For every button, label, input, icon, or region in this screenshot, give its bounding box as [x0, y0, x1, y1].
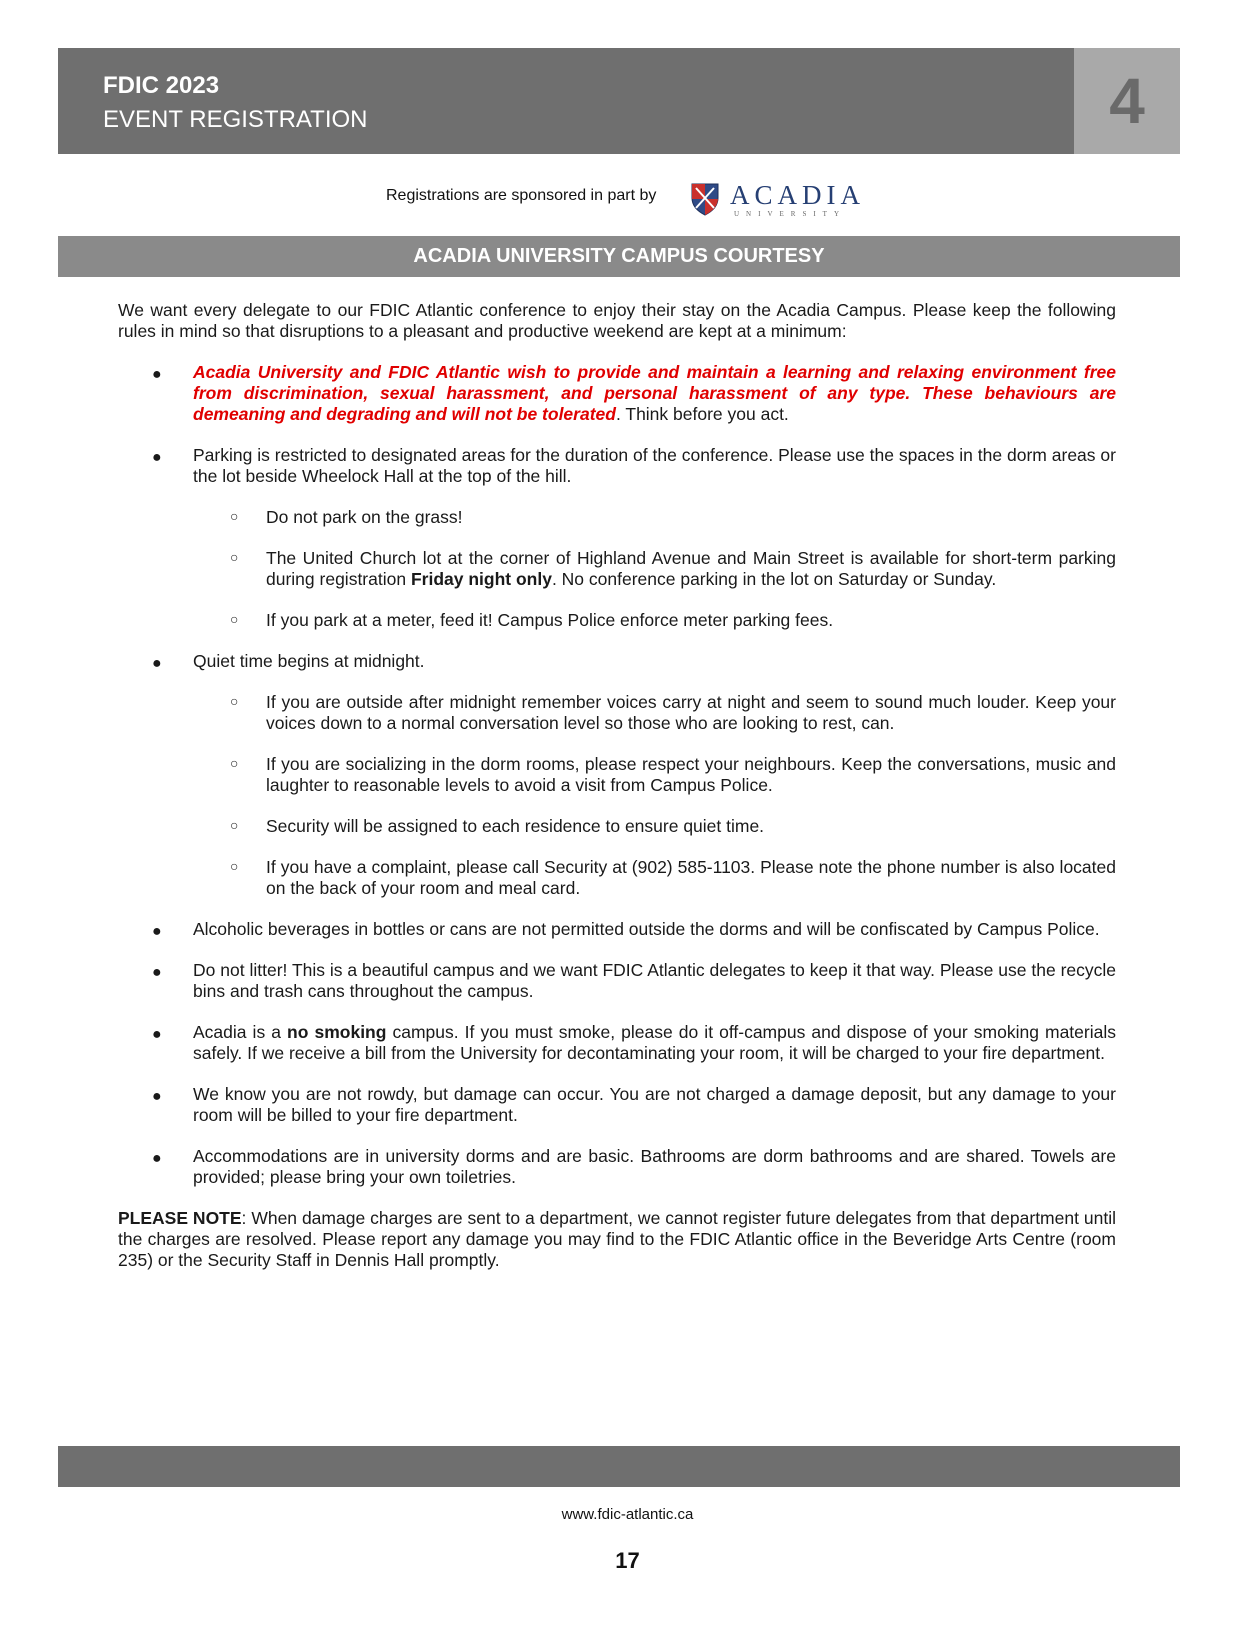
list-item: [118, 1084, 1116, 1126]
rule-text: Alcoholic beverages in bottles or cans are not permitted outside the dorms and will be confiscated by Campus Police.: [193, 919, 1100, 939]
circle-bullet-icon: ○: [230, 549, 239, 565]
bullet-icon: ●: [152, 1088, 162, 1105]
bullet-icon: ●: [152, 1026, 162, 1043]
bullet-icon: ●: [152, 366, 162, 383]
note-label: PLEASE NOTE: [118, 1208, 242, 1228]
header-title: FDIC 2023: [103, 72, 220, 99]
circle-bullet-icon: ○: [230, 817, 239, 833]
sub-rule-text: The United Church lot at the corner of Highland Avenue and Main Street is available for short-term parking during registration: [266, 548, 1116, 589]
emphasis-text: Friday night only: [410, 569, 552, 589]
rule-text: campus. If you must smoke, please do it off-campus and dispose of your smoking materials safely. If we receive a bill from the University for decontaminating your room, it will be charged to your fire department.: [193, 1022, 1116, 1063]
sub-rule-text: Security will be assigned to each residence to ensure quiet time.: [266, 816, 765, 836]
section-title: ACADIA UNIVERSITY CAMPUS COURTESY: [58, 236, 1180, 277]
bullet-icon: ●: [152, 655, 162, 672]
rules-list: [118, 362, 1116, 1188]
circle-bullet-icon: ○: [230, 508, 239, 524]
sub-rule-text: . No conference parking in the lot on Saturday or Sunday.: [551, 569, 997, 589]
list-item: [118, 1022, 1116, 1064]
header-bar: [58, 48, 1074, 154]
sponsor-text: Registrations are sponsored in part by: [386, 187, 657, 204]
circle-bullet-icon: ○: [230, 611, 239, 627]
rule-text: Do not litter! This is a beautiful campus and we want FDIC Atlantic delegates to keep it that way. Please use the recycle bins and trash cans throughout the campus.: [193, 960, 1116, 1001]
emphasis-text: no smoking: [287, 1022, 387, 1042]
logo-wordmark: ACADIA: [730, 180, 865, 210]
courtesy-content: [118, 300, 1116, 1271]
sub-list-item: [118, 610, 1116, 631]
logo-subtext: UNIVERSITY: [734, 210, 846, 218]
rule-text: . Think before you act.: [615, 404, 789, 424]
sub-rule-text: If you have a complaint, please call Security at (902) 585-1103. Please note the phone number is also located on the back of your room and meal card.: [266, 857, 1116, 898]
rule-text: Parking is restricted to designated areas for the duration of the conference. Please use the spaces in the dorm areas or the lot beside Wheelock Hall at the top of the hill.: [193, 445, 1116, 486]
sub-list-item: [118, 692, 1116, 734]
sub-list-item: [118, 816, 1116, 837]
sub-rule-text: If you are socializing in the dorm rooms, please respect your neighbours. Keep the conversations, music and laughter to reasonable levels to avoid a visit from Campus Police.: [266, 754, 1116, 795]
rule-text: Quiet time begins at midnight.: [193, 651, 425, 671]
circle-bullet-icon: ○: [230, 755, 239, 771]
footer-url: www.fdic-atlantic.ca: [561, 1506, 694, 1523]
circle-bullet-icon: ○: [230, 858, 239, 874]
rule-text: Acadia is a: [193, 1022, 288, 1042]
sponsor-line: [0, 178, 1255, 226]
list-item: [118, 1146, 1116, 1188]
rule-text: We know you are not rowdy, but damage can occur. You are not charged a damage deposit, but any damage to your room will be billed to your fire department.: [193, 1084, 1116, 1125]
note-text: : When damage charges are sent to a department, we cannot register future delegates from that department until the charges are resolved. Please report any damage you may find to the FDIC Atlantic office in the Beveridge Arts Centre (room 235) or the Security Staff in Dennis Hall promptly.: [118, 1208, 1116, 1270]
bullet-icon: ●: [152, 964, 162, 981]
sub-rule-text: If you park at a meter, feed it! Campus Police enforce meter parking fees.: [266, 610, 834, 630]
sub-rule-text: If you are outside after midnight remember voices carry at night and seem to sound much louder. Keep your voices down to a normal conversation level so those who are looking to rest, can.: [266, 692, 1116, 733]
sub-list: [193, 692, 1116, 899]
list-item: [118, 651, 1116, 899]
sub-rule-text: Do not park on the grass!: [266, 507, 463, 527]
header-subtitle: EVENT REGISTRATION: [103, 106, 368, 133]
footer-bar: [58, 1446, 1180, 1487]
circle-bullet-icon: ○: [230, 693, 239, 709]
bullet-icon: ●: [152, 1150, 162, 1167]
bullet-icon: ●: [152, 449, 162, 466]
shield-crest-icon: [690, 182, 720, 216]
harassment-statement: Acadia University and FDIC Atlantic wish to provide and maintain a learning and relaxing environment free from discrimination, sexual harassment, and personal harassment of any type. These behaviours are demeaning and degrading and will not be tolerated: [193, 362, 1116, 424]
chapter-number: 4: [1074, 48, 1180, 154]
rule-text: Accommodations are in university dorms and are basic. Bathrooms are dorm bathrooms and are shared. Towels are provided; please bring your own toiletries.: [193, 1146, 1116, 1187]
sub-list-item: [118, 754, 1116, 796]
sub-list: [193, 507, 1116, 631]
list-item: [118, 362, 1116, 425]
page-number: 17: [615, 1548, 640, 1573]
sub-list-item: [118, 857, 1116, 899]
acadia-logo: [690, 180, 865, 222]
list-item: [118, 445, 1116, 631]
list-item: [118, 960, 1116, 1002]
list-item: [118, 919, 1116, 940]
please-note-paragraph: [118, 1208, 1116, 1271]
sub-list-item: [118, 548, 1116, 590]
intro-paragraph: We want every delegate to our FDIC Atlantic conference to enjoy their stay on the Acadia Campus. Please keep the following rules in mind so that disruptions to a pleasant and productive weekend are kept at a minimum:: [118, 300, 1116, 341]
bullet-icon: ●: [152, 923, 162, 940]
sub-list-item: [118, 507, 1116, 528]
